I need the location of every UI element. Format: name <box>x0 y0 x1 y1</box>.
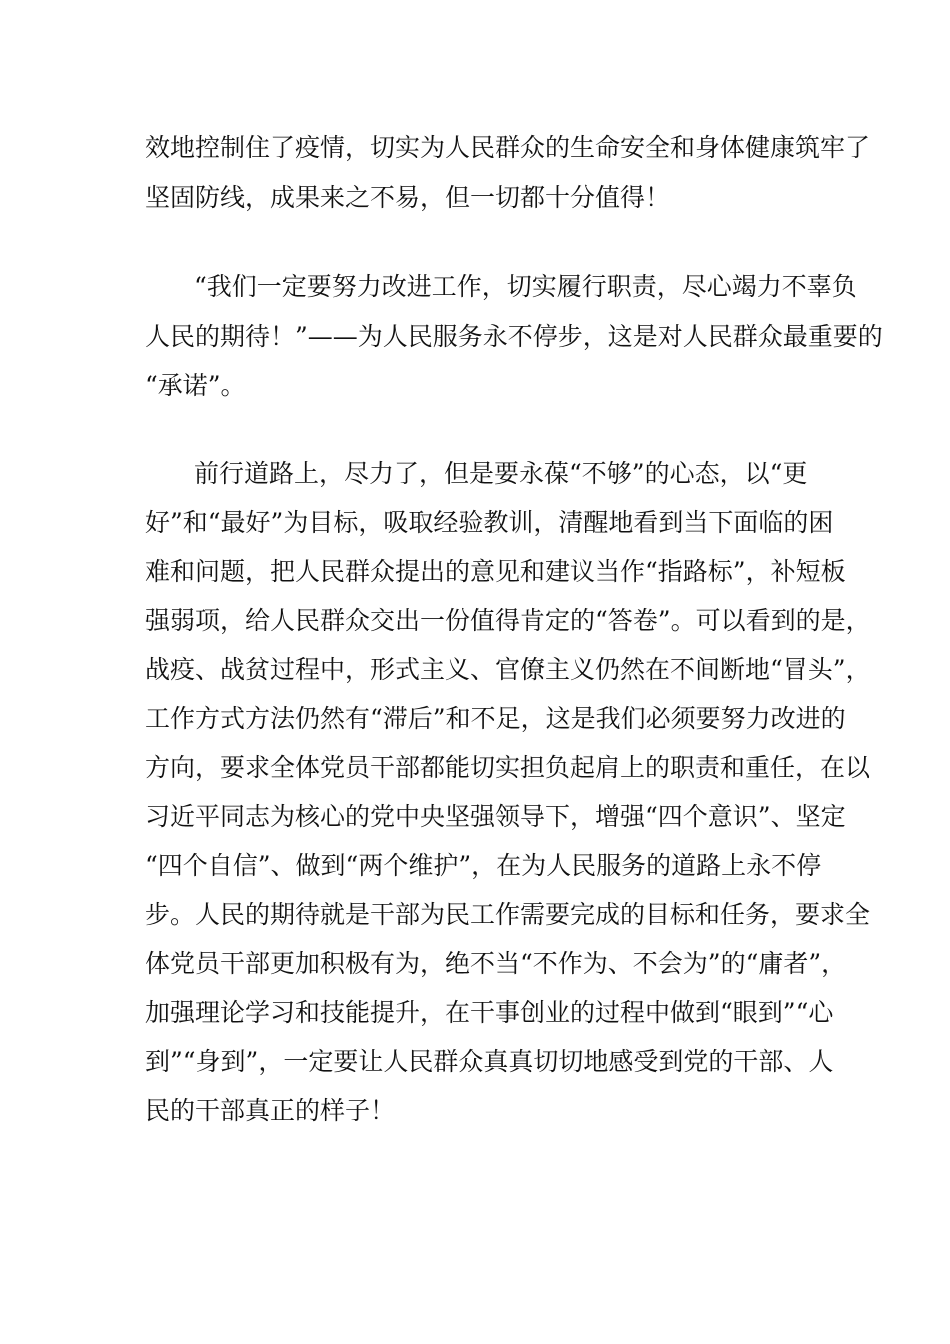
text-line: “我们一定要努力改进工作，切实履行职责，尽心竭力不辜负 <box>194 272 857 301</box>
text-line: 强弱项，给人民群众交出一份值得肯定的“答卷”。可以看到的是， <box>145 606 871 635</box>
text-line: 效地控制住了疫情，切实为人民群众的生命安全和身体健康筑牢了 <box>145 133 871 162</box>
text-line: “承诺”。 <box>145 371 246 400</box>
text-line: 方向，要求全体党员干部都能切实担负起肩上的职责和重任，在以 <box>145 753 871 782</box>
text-line: 民的干部真正的样子！ <box>145 1096 396 1125</box>
text-line: 加强理论学习和技能提升，在干事创业的过程中做到“眼到”“心 <box>145 998 834 1027</box>
text-line: 步。人民的期待就是干部为民工作需要完成的目标和任务，要求全 <box>145 900 871 929</box>
text-line: 体党员干部更加积极有为，绝不当“不作为、不会为”的“庸者”， <box>145 949 847 978</box>
text-line: 好”和“最好”为目标，吸取经验教训，清醒地看到当下面临的困 <box>145 508 834 537</box>
text-line: 工作方式方法仍然有“滞后”和不足，这是我们必须要努力改进的 <box>145 704 846 733</box>
text-line: 到”“身到”，一定要让人民群众真真切切地感受到党的干部、人 <box>145 1047 834 1076</box>
text-line: 战疫、战贫过程中，形式主义、官僚主义仍然在不间断地“冒头”， <box>145 655 871 684</box>
text-line: “四个自信”、做到“两个维护”，在为人民服务的道路上永不停 <box>145 851 822 880</box>
text-line: 前行道路上，尽力了，但是要永葆“不够”的心态，以“更 <box>194 459 808 488</box>
text-line: 习近平同志为核心的党中央坚强领导下，增强“四个意识”、坚定 <box>145 802 846 831</box>
text-line: 坚固防线，成果来之不易，但一切都十分值得！ <box>145 183 671 212</box>
text-line: 难和问题，把人民群众提出的意见和建议当作“指路标”，补短板 <box>145 557 846 586</box>
text-line: 人民的期待！”——为人民服务永不停步，这是对人民群众最重要的 <box>145 322 883 351</box>
